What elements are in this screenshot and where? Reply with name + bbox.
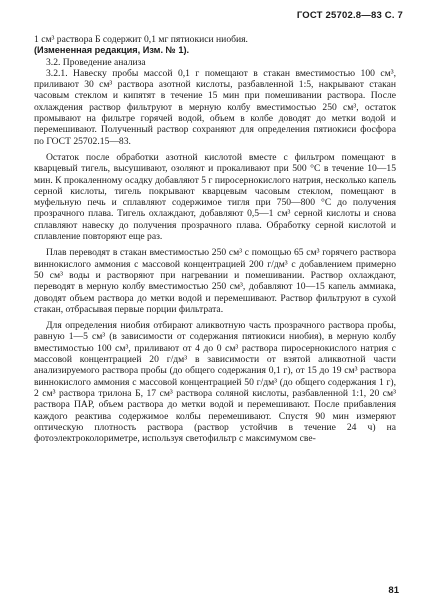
paragraph-sample-dissolution: 3.2.1. Навеску пробы массой 0,1 г помещают в стакан вместимостью 100 см³, приливают 30 см³ раствора азотной кислоты, разбавленной 1:5, накрывают стакан часовым стеклом и кипятят в течение 15 мин при помешивании раствора. После охлаждения раствор фильтруют в мерную колбу вместимостью 250 см³, остаток промывают на фильтре горячей водой, объем в колбе доводят до метки водой и перемешивают. Полученный раствор сохраняют для определения пятиокиси фосфора по ГОСТ 25702.15—83. <box>34 67 396 147</box>
section-heading: 3.2. Проведение анализа <box>46 56 146 68</box>
paragraph-residue-fusion: Остаток после обработки азотной кислотой вместе с фильтром помещают в кварцевый тигель, высушивают, озоляют и прокаливают при 500 °С в течение 10—15 мин. К прокаленному осадку добавляют 5 г пиросернокислого натрия, несколько капель серной кислоты, тигель покрывают кварцевым часовым стеклом, помещают в муфельную печь и сплавляют содержимое тигля при 750—800 °С до получения прозрачного плава. Тигель охлаждают, добавляют 0,5—1 см³ серной кислоты и снова сплавляют навеску до получения прозрачного плава. Обработку серной кислотой и сплавление повторяют еще раз. <box>34 151 396 243</box>
paragraph-solution-b: 1 см³ раствора Б содержит 0,1 мг пятиокиси ниобия. <box>34 34 248 45</box>
paragraph-melt-transfer: Плав переводят в стакан вместимостью 250 см³ с помощью 65 см³ горячего раствора виннокислого аммония с массовой концентрацией 200 г/дм³ с добавлением примерно 50 см³ воды и растворяют при нагревании и помешивании. Раствор охлаждают, переводят в мерную колбу вместимостью 250 см³, добавляют 10—15 капель аммиака, доводят объем раствора до метки водой и перемешивают. Раствор фильтруют в сухой стакан, отбрасывая первые порции фильтрата. <box>34 247 396 315</box>
page-header: ГОСТ 25702.8—83 С. 7 <box>296 10 403 21</box>
amendment-note: (Измененная редакция, Изм. № 1). <box>34 45 190 56</box>
page-number: 81 <box>388 585 399 596</box>
document-body <box>34 34 396 444</box>
paragraph-niobium-determination: Для определения ниобия отбирают аликвотную часть прозрачного раствора пробы, равную 1—5 см³ (в зависимости от содержания пятиокиси ниобия), в мерную колбу вместимостью 100 см³, приливают от 4 до 0 см³ раствора пиросернокислого натрия с массовой концентрацией 20 г/дм³ в зависимости от взятой аликвотной части анализируемого раствора пробы (до общего содержания 0,1 г), от 15 до 19 см³ раствора виннокислого аммония с массовой концентрацией 50 г/дм³ (до общего содержания 1 г), 2 см³ раствора трилона Б, 17 см³ раствора соляной кислоты, разбавленной 1:1, 20 см³ раствора ПАР, объем раствора до метки водой и перемешивают. После прибавления каждого реактива содержимое колбы перемешивают. Спустя 90 мин измеряют оптическую плотность раствора (раствор устойчив в течение 24 ч) на фотоэлектроколориметре, используя светофильтр с максимумом све- <box>34 320 396 445</box>
